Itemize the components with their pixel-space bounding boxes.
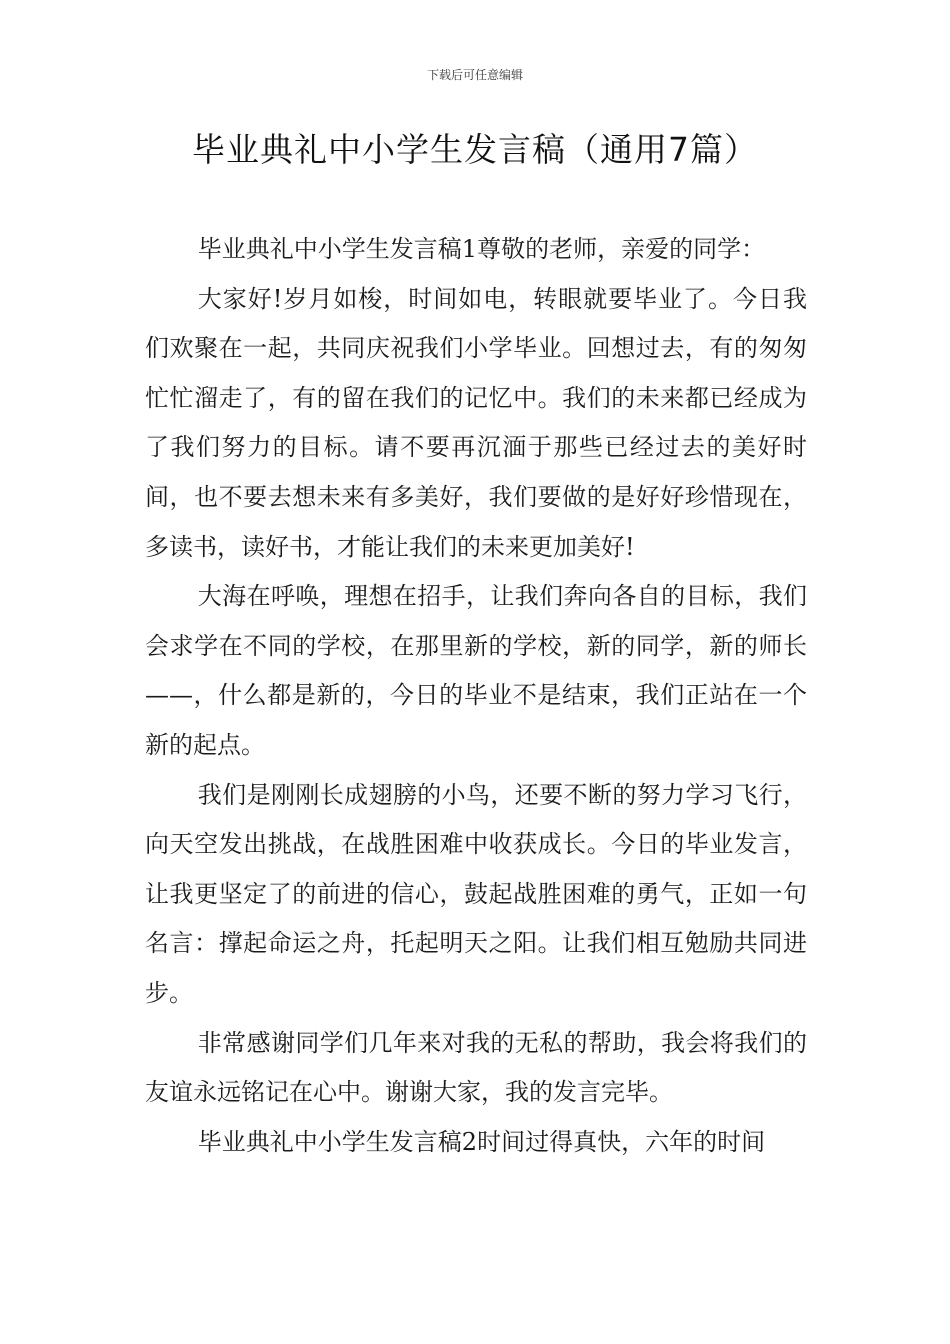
paragraph: 毕业典礼中小学生发言稿1尊敬的老师，亲爱的同学： xyxy=(197,235,766,263)
paragraph: 非常感谢同学们几年来对我的无私的帮助，我会将我们的友谊永远铭记在心中。谢谢大家，我的发言完毕。 xyxy=(145,1028,807,1107)
paragraph: 大海在呼唤，理想在招手，让我们奔向各自的目标，我们会求学在不同的学校，在那里新的学校，新的同学，新的师长——，什么都是新的，今日的毕业不是结束，我们正站在一个新的起点。 xyxy=(145,582,807,759)
header-note: 下载后可任意编辑 xyxy=(426,68,523,82)
paragraph: 大家好!岁月如梭，时间如电，转眼就要毕业了。今日我们欢聚在一起，共同庆祝我们小学毕业。回想过去，有的匆匆忙忙溜走了，有的留在我们的记忆中。我们的未来都已经成为了我们努力的目标。请不要再沉湎于那些已经过去的美好时间，也不要去想未来有多美好，我们要做的是好好珍惜现在，多读书，读好书，才能让我们的未来更加美好! xyxy=(145,284,807,561)
document-body xyxy=(145,225,807,1167)
paragraph: 毕业典礼中小学生发言稿2时间过得真快，六年的时间 xyxy=(197,1127,766,1156)
document-title: 毕业典礼中小学生发言稿（通用7篇） xyxy=(192,130,758,169)
paragraph: 我们是刚刚长成翅膀的小鸟，还要不断的努力学习飞行，向天空发出挑战，在战胜困难中收获成长。今日的毕业发言，让我更坚定了的前进的信心，鼓起战胜困难的勇气，正如一句名言：撑起命运之舟，托起明天之阳。让我们相互勉励共同进步。 xyxy=(145,780,807,1007)
